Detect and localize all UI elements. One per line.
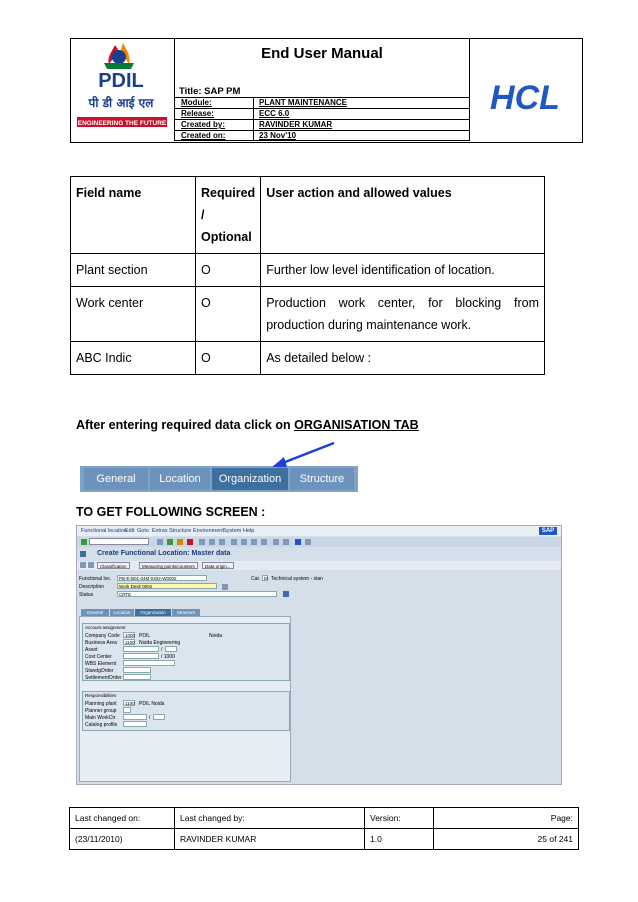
document-subtitle: Title: SAP PM xyxy=(179,86,241,97)
sap-screen-title: Create Functional Location: Master data xyxy=(97,550,231,557)
field-label: Planner group xyxy=(85,708,117,714)
footer-label: Page: xyxy=(434,808,579,829)
following-screen-heading: TO GET FOLLOWING SCREEN : xyxy=(76,505,266,519)
layout-icon[interactable] xyxy=(305,539,311,545)
command-field[interactable] xyxy=(89,538,149,545)
document-title: End User Manual xyxy=(261,45,383,62)
field-label: Main WorkCtr xyxy=(85,715,116,721)
pdil-logo-cell xyxy=(71,39,175,141)
settlement-order-field[interactable] xyxy=(123,674,151,680)
field-text: PDIL xyxy=(139,633,151,639)
tab-organization[interactable]: Organization xyxy=(212,468,288,490)
footer-label: Last changed on: xyxy=(70,808,175,829)
planning-plant-field[interactable]: 1100 xyxy=(125,701,135,706)
instruction-text: After entering required data click on ORGANISATION TAB xyxy=(76,418,419,432)
find-next-icon[interactable] xyxy=(219,539,225,545)
shortcut-icon[interactable] xyxy=(283,539,289,545)
meta-row-created-by xyxy=(175,119,469,130)
sap-screenshot xyxy=(76,525,562,785)
sap-toolbar xyxy=(77,537,561,547)
header-required-optional: Required / Optional xyxy=(196,177,261,254)
meta-value: PLANT MAINTENANCE xyxy=(259,98,347,107)
print-icon[interactable] xyxy=(199,539,205,545)
help-icon[interactable] xyxy=(295,539,301,545)
sap-menu-item[interactable]: Environment xyxy=(193,528,224,534)
pdil-logo-text: PDIL xyxy=(98,70,144,92)
sap-menu-item[interactable]: Help xyxy=(243,528,255,534)
func-loc-label: Functional loc. xyxy=(79,576,112,582)
field-table xyxy=(70,176,545,375)
hcl-logo xyxy=(470,39,580,139)
prev-page-icon[interactable] xyxy=(241,539,247,545)
pdil-logo-tagline: ENGINEERING THE FUTURE xyxy=(77,120,167,127)
description-field[interactable]: Work Desk 0002 xyxy=(117,583,217,589)
cell-desc: Further low level identification of location. xyxy=(261,254,545,287)
field-text: Noida xyxy=(209,633,223,639)
display-change-icon[interactable] xyxy=(80,562,86,568)
field-label: Business Area xyxy=(85,640,117,646)
main-workctr-field[interactable] xyxy=(123,714,147,720)
field-label: SettlementOrder xyxy=(85,675,122,681)
measuring-points-button[interactable]: Measuring points/counters xyxy=(139,562,198,569)
meta-row-created-on xyxy=(175,130,469,141)
organisation-tab-link: ORGANISATION TAB xyxy=(294,418,419,432)
asset-field[interactable] xyxy=(123,646,159,652)
company-code-field[interactable]: 1000 xyxy=(125,633,136,638)
category-label: Cat. xyxy=(251,576,261,582)
cell-field: Plant section xyxy=(71,254,196,287)
table-row xyxy=(71,254,545,287)
field-label: StandgOrder xyxy=(85,668,114,674)
standing-order-field[interactable] xyxy=(123,667,151,673)
cell-desc: As detailed below : xyxy=(261,342,545,375)
sap-menu-item[interactable]: System xyxy=(223,528,242,534)
pdil-logo-hindi: पी डी आई एल xyxy=(88,96,154,110)
footer-header-row xyxy=(70,808,579,829)
sap-tab-structure[interactable]: Structure xyxy=(172,609,200,616)
sap-titlebar xyxy=(77,548,561,560)
field-label: Asset xyxy=(85,647,98,653)
field-text: PDIL Noida xyxy=(139,701,165,707)
status-info-icon[interactable] xyxy=(283,591,289,597)
other-object-icon[interactable] xyxy=(88,562,94,568)
field-label: Company Code xyxy=(85,633,120,639)
tab-structure[interactable]: Structure xyxy=(290,468,354,490)
field-text: / xyxy=(149,715,151,721)
field-text: / xyxy=(161,647,163,653)
cancel-icon[interactable] xyxy=(187,539,193,545)
sap-menu-item[interactable]: Edit xyxy=(125,528,135,534)
exit-icon[interactable] xyxy=(177,539,183,545)
meta-key: Module: xyxy=(181,98,212,107)
business-area-field[interactable]: 1100 xyxy=(125,640,135,645)
catalog-profile-field[interactable] xyxy=(123,721,147,727)
main-workctr-plant-field[interactable] xyxy=(153,714,165,720)
category-text: Technical system - stan xyxy=(271,576,323,582)
meta-key: Release: xyxy=(181,109,214,118)
planner-group-field[interactable] xyxy=(123,707,131,713)
field-text: / 1000 xyxy=(161,654,175,660)
header-user-action: User action and allowed values xyxy=(261,177,545,254)
first-page-icon[interactable] xyxy=(231,539,237,545)
long-text-icon[interactable] xyxy=(222,584,228,590)
sap-menu-item[interactable]: Functional location xyxy=(81,528,127,534)
cell-desc: Production work center, for blocking from production during maintenance work. xyxy=(261,287,545,342)
meta-row-module xyxy=(175,97,469,108)
hcl-logo-cell xyxy=(469,39,581,141)
responsibilities-group xyxy=(82,691,290,731)
hcl-logo-text: HCL xyxy=(490,79,560,117)
new-session-icon[interactable] xyxy=(273,539,279,545)
version: 1.0 xyxy=(365,829,434,850)
field-label: Cost Center xyxy=(85,654,112,660)
sap-menubar xyxy=(77,526,561,536)
pointer-arrow-icon xyxy=(268,440,338,470)
footer-value-row xyxy=(70,829,579,850)
group-title: Account assignment xyxy=(85,625,126,630)
document-footer xyxy=(69,807,579,850)
document-header xyxy=(70,38,583,143)
func-loc-field[interactable]: PB-E-B01-04M-0402-W0002 xyxy=(117,575,207,581)
sap-tab-organization[interactable]: Organization xyxy=(135,609,171,616)
footer-label: Version: xyxy=(365,808,434,829)
wbs-element-field[interactable] xyxy=(123,660,175,666)
account-assignment-group xyxy=(82,623,290,681)
category-field[interactable]: M xyxy=(264,576,268,581)
next-page-icon[interactable] xyxy=(251,539,257,545)
last-changed-by: RAVINDER KUMAR xyxy=(175,829,365,850)
save-icon[interactable] xyxy=(157,539,163,545)
cost-center-field[interactable] xyxy=(123,653,159,659)
cell-req: O xyxy=(196,342,261,375)
sap-tab-location[interactable]: Location xyxy=(110,609,134,616)
status-label: Status xyxy=(79,592,94,598)
find-icon[interactable] xyxy=(209,539,215,545)
enter-icon[interactable] xyxy=(81,539,87,545)
sap-tab-body xyxy=(79,616,291,782)
field-label: WBS Element xyxy=(85,661,117,667)
sap-tab-general[interactable]: General xyxy=(81,609,109,616)
meta-key: Created by: xyxy=(181,120,226,129)
asset-sub-field[interactable] xyxy=(165,646,177,652)
pdil-logo xyxy=(71,39,173,139)
cell-req: O xyxy=(196,287,261,342)
meta-key: Created on: xyxy=(181,131,226,140)
meta-row-release xyxy=(175,108,469,119)
meta-value: ECC 6.0 xyxy=(259,109,290,118)
table-header-row xyxy=(71,177,545,254)
tab-location[interactable]: Location xyxy=(150,468,210,490)
sap-app-toolbar xyxy=(77,561,561,570)
cell-field: Work center xyxy=(71,287,196,342)
last-changed-on: (23/11/2010) xyxy=(70,829,175,850)
header-field-name: Field name xyxy=(71,177,196,254)
sap-logo-icon: SAP xyxy=(539,527,557,535)
last-page-icon[interactable] xyxy=(261,539,267,545)
description-label: Description xyxy=(79,584,105,590)
tab-general[interactable]: General xyxy=(84,468,148,490)
menu-icon[interactable] xyxy=(80,551,86,557)
back-icon[interactable] xyxy=(167,539,173,545)
data-origin-button[interactable]: Data origin... xyxy=(202,562,234,569)
meta-value: 23 Nov'10 xyxy=(259,131,297,140)
classification-button[interactable]: Classification xyxy=(97,562,130,569)
page-number: 25 of 241 xyxy=(434,829,579,850)
table-row xyxy=(71,287,545,342)
meta-value: RAVINDER KUMAR xyxy=(259,120,333,129)
table-row xyxy=(71,342,545,375)
cell-req: O xyxy=(196,254,261,287)
footer-label: Last changed by: xyxy=(175,808,365,829)
sap-menu-item[interactable]: Structure xyxy=(169,528,192,534)
status-field: CRTE xyxy=(117,591,277,597)
sap-menu-item[interactable]: Extras xyxy=(152,528,168,534)
sap-menu-item[interactable]: Goto xyxy=(137,528,149,534)
group-title: Responsibilities xyxy=(85,693,117,698)
field-label: Planning plant xyxy=(85,701,117,707)
cell-field: ABC Indic xyxy=(71,342,196,375)
field-label: Catalog profile xyxy=(85,722,118,728)
field-text: Noida Engineering xyxy=(139,640,181,646)
